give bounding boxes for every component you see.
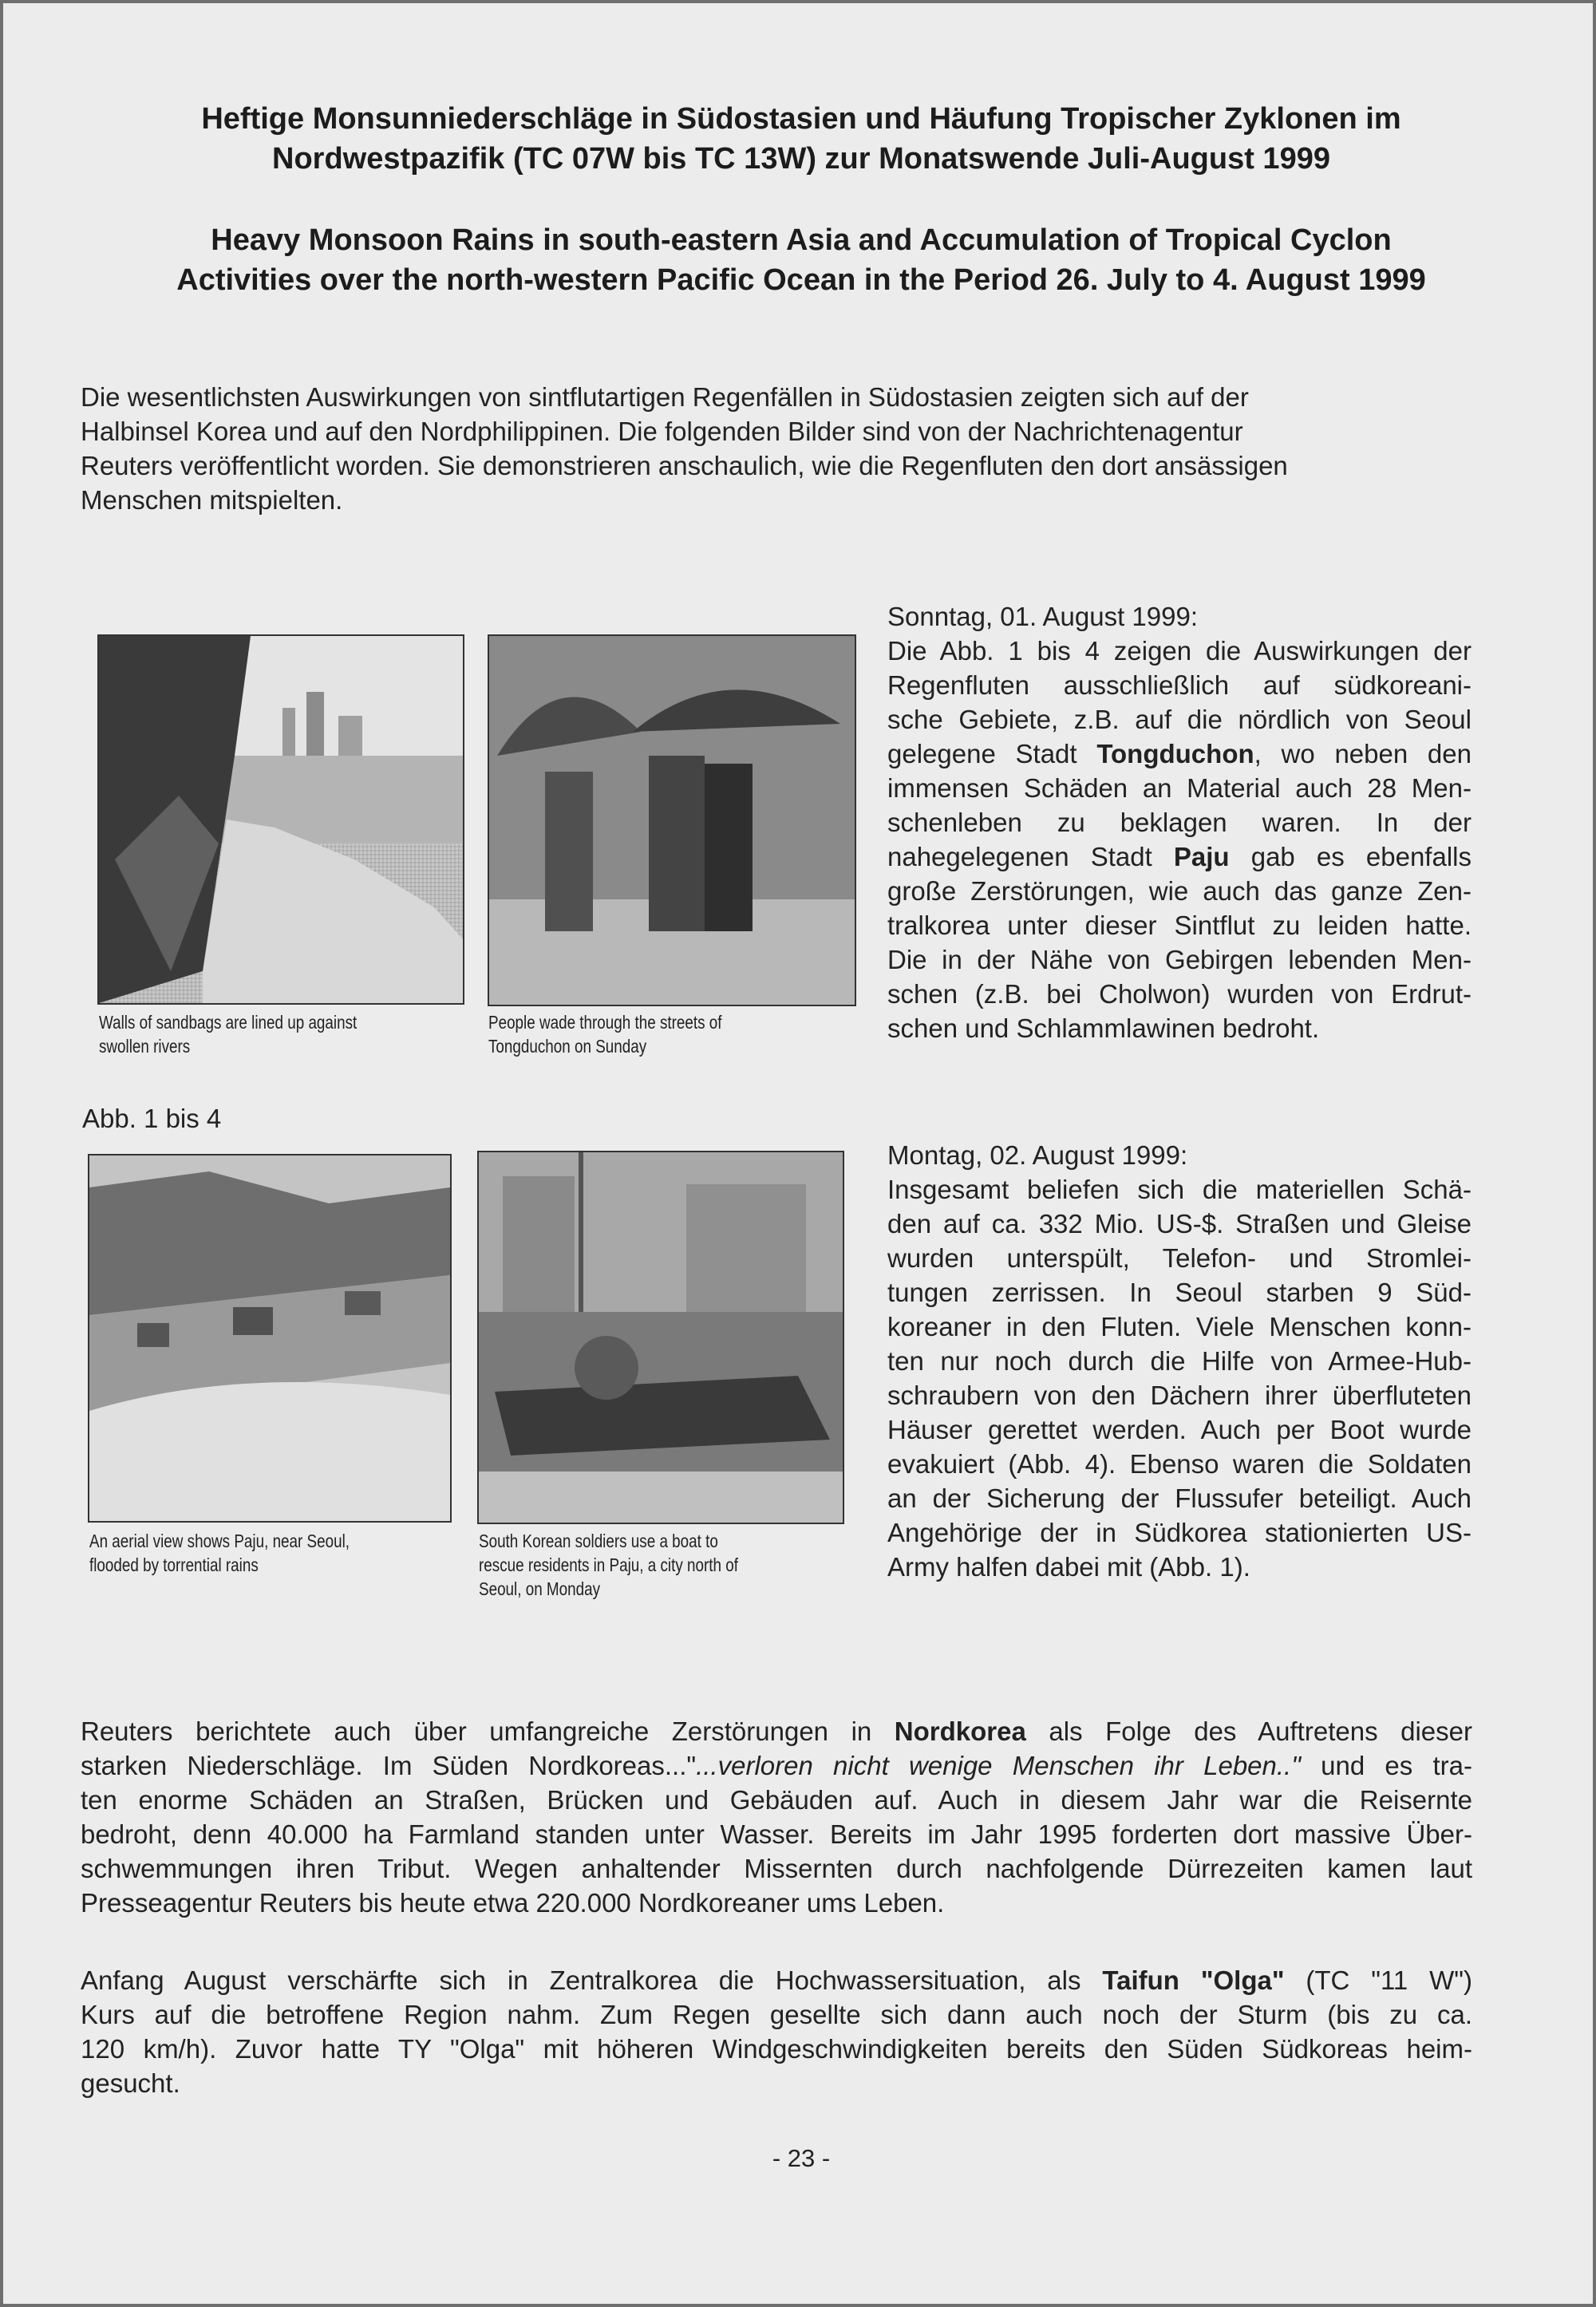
typhoon-olga: Taifun "Olga"	[1102, 1965, 1285, 1995]
monday-section: Montag, 02. August 1999: Insgesamt beliefen sich die materiellen Schä- den auf ca. 332 Mio. US-$. Straßen und Gleise wurden unterspült, Telefon- und Stromlei- tungen zerrissen. In Seoul starben 9 Süd- koreaner in den Fluten. Viele Menschen konn- ten nur noch durch die Hilfe von Armee-Hub- schraubern von den Dächern ihrer überfluteten Häuser gerettet werden. Auch per Boot wurde evakuiert (Abb. 4). Ebenso waren die Soldaten an der Sicherung der Flussufer beteiligt. Auch Angehörige der in Südkorea stationierten US- Army halfen dabei mit (Abb. 1).	[887, 1138, 1472, 1584]
title-german-line-1: Heftige Monsunniederschläge in Südostasien und Häufung Tropischer Zyklonen im	[201, 102, 1401, 136]
caption-1: Walls of sandbags are lined up against swollen rivers	[99, 1012, 358, 1057]
caption-3: An aerial view shows Paju, near Seoul, flooded by torrential rains	[89, 1531, 350, 1575]
quote-italic: ...verloren nicht wenige Menschen ihr Leben.."	[696, 1751, 1301, 1780]
sunday-heading: Sonntag, 01. August 1999:	[887, 602, 1198, 631]
caption-4: South Korean soldiers use a boat to rescue residents in Paju, a city north of Seoul, on Monday	[479, 1531, 738, 1599]
title-english-line-2: Activities over the north-western Pacific Ocean in the Period 26. July to 4. August 1999	[176, 263, 1426, 297]
olga-paragraph: Anfang August verschärfte sich in Zentralkorea die Hochwassersituation, als Taifun "Olga" (TC "11 W") Kurs auf die betroffene Region nahm. Zum Regen gesellte sich dann auch noch der Sturm (bis zu ca. 120 km/h). Zuvor hatte TY "Olga" mit höheren Windgeschwindigkeiten bereits den Süden Südkoreas heim- gesucht.	[81, 1965, 1473, 2098]
page-heading	[3, 99, 1593, 300]
photo-sandbags	[97, 634, 464, 1005]
title-english-line-1: Heavy Monsoon Rains in south-eastern Asia and Accumulation of Tropical Cyclon	[211, 223, 1392, 257]
place-nordkorea: Nordkorea	[894, 1716, 1026, 1746]
place-tongduchon: Tongduchon	[1096, 739, 1254, 768]
photo-aerial-paju	[88, 1154, 452, 1523]
photo-people-wading	[488, 634, 856, 1006]
nordkorea-paragraph: Reuters berichtete auch über umfangreiche Zerstörungen in Nordkorea als Folge des Auftretens dieser starken Niederschläge. Im Süden Nordkoreas..."...verloren nicht wenige Menschen ihr Leben.." und es tra- ten enorme Schäden an Straßen, Brücken und Gebäuden auf. Auch in diesem Jahr war die Reisernte bedroht, denn 40.000 ha Farmland standen unter Wasser. Bereits im Jahr 1995 forderten dort massive Über- schwemmungen ihren Tribut. Wegen anhaltender Missernten durch nachfolgende Dürrezeiten kamen laut Presseagentur Reuters bis heute etwa 220.000 Nordkoreaner ums Leben.	[81, 1716, 1472, 1918]
place-paju: Paju	[1173, 842, 1230, 871]
photo-soldiers-boat	[477, 1151, 844, 1524]
monday-heading: Montag, 02. August 1999:	[887, 1140, 1188, 1170]
title-german-line-2: Nordwestpazifik (TC 07W bis TC 13W) zur Monatswende Juli-August 1999	[272, 142, 1330, 176]
figures-label: Abb. 1 bis 4	[82, 1104, 222, 1133]
intro-paragraph: Die wesentlichsten Auswirkungen von sintflutartigen Regenfällen in Südostasien zeigten sich auf der Halbinsel Korea und auf den Nordphilippinen. Die folgenden Bilder sind von der Nachrichtenagentur Reuters veröffentlicht worden. Sie demonstrieren anschaulich, wie die Regenfluten den dort ansässigen Menschen mitspielten.	[81, 382, 1288, 515]
document-page	[3, 3, 1593, 2304]
caption-2: People wade through the streets of Tongduchon on Sunday	[488, 1012, 722, 1057]
sunday-section: Sonntag, 01. August 1999: Die Abb. 1 bis 4 zeigen die Auswirkungen der Regenfluten ausschließlich auf südkoreani- sche Gebiete, z.B. auf die nördlich von Seoul gelegene Stadt Tongduchon, wo neben den immensen Schäden an Material auch 28 Men- schenleben zu beklagen waren. In der nahegelegenen Stadt Paju gab es ebenfalls große Zerstörungen, wie auch das ganze Zen- tralkorea unter dieser Sintflut zu leiden hatte. Die in der Nähe von Gebirgen lebenden Men- schen (z.B. bei Cholwon) wurden von Erdrut- schen und Schlammlawinen bedroht.	[887, 599, 1472, 1045]
page-number: - 23 -	[772, 2144, 831, 2172]
